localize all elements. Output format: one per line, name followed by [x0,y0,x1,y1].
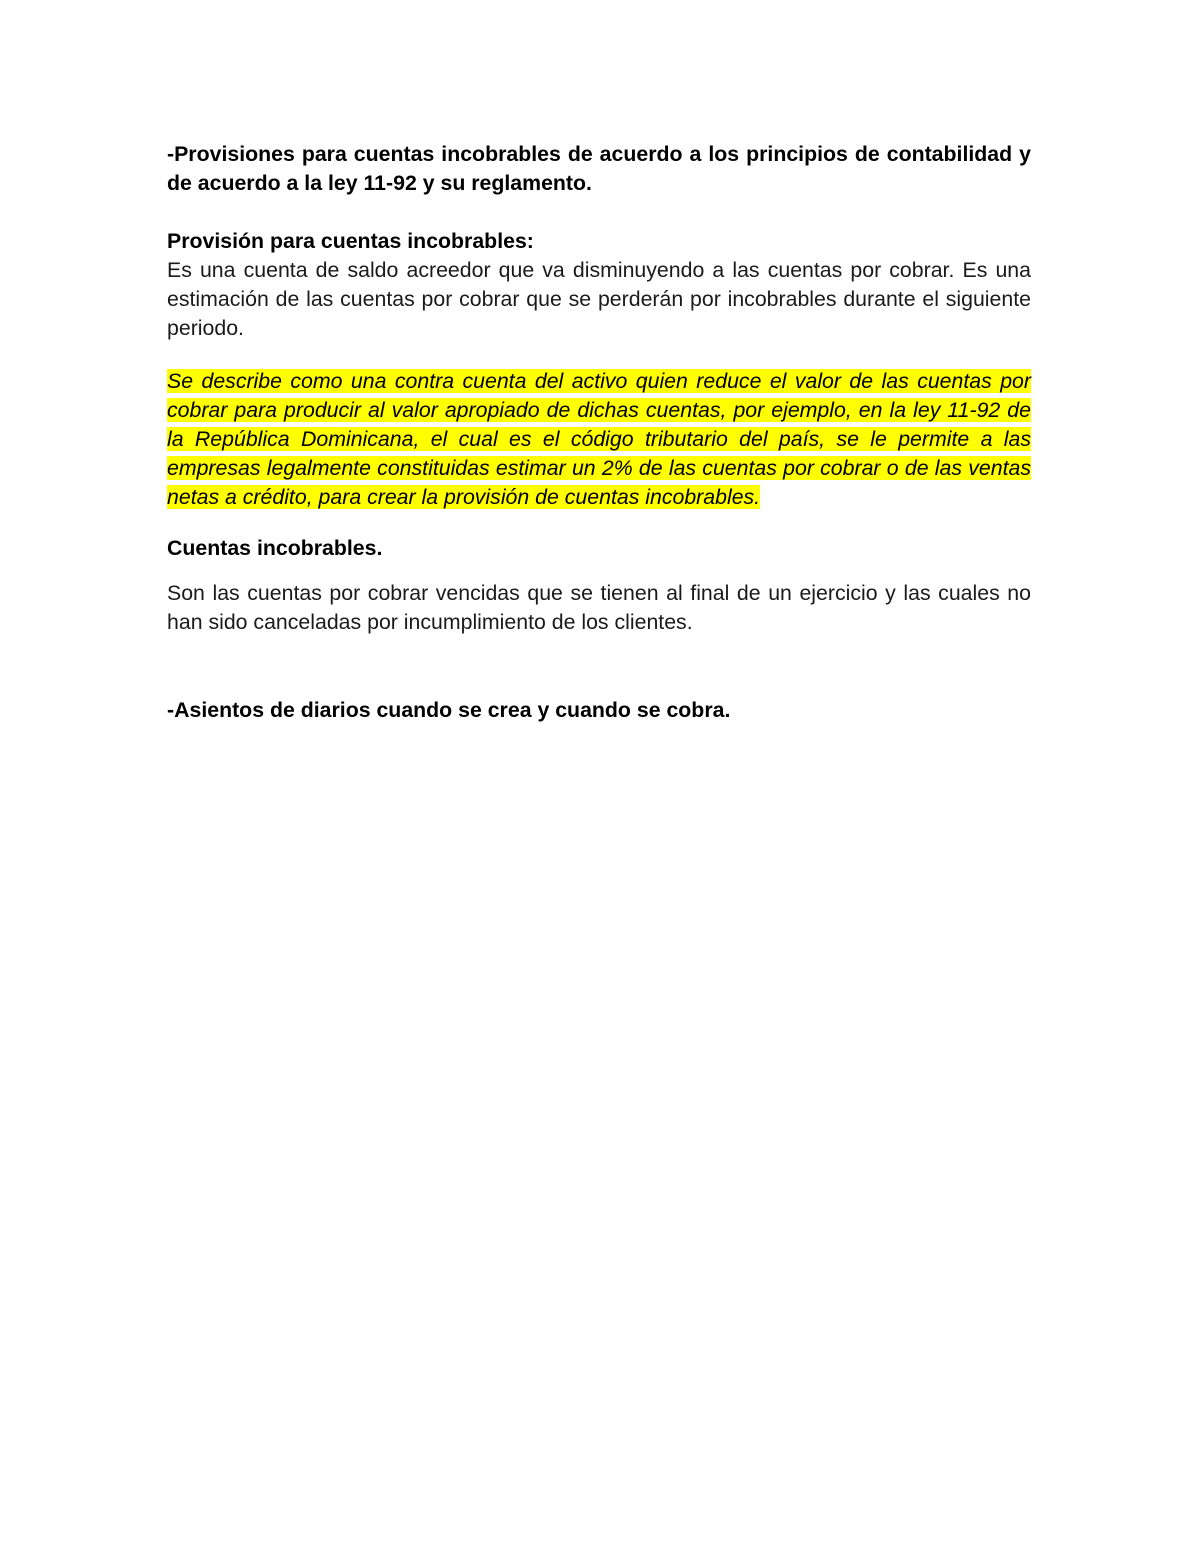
asientos-heading: -Asientos de diarios cuando se crea y cuando se cobra. [167,698,731,722]
provision-definition: Es una cuenta de saldo acreedor que va disminuyendo a las cuentas por cobrar. Es una estimación de las cuentas por cobrar que se perderán por incobrables durante el siguiente periodo. [167,258,1031,340]
document-page [167,140,1031,725]
intro-heading: -Provisiones para cuentas incobrables de acuerdo a los principios de contabilidad y de acuerdo a la ley 11-92 y su reglamento. [167,142,1031,195]
provision-heading: Provisión para cuentas incobrables: [167,229,534,253]
cuentas-definition: Son las cuentas por cobrar vencidas que se tienen al final de un ejercicio y las cuales no han sido canceladas por incumplimiento de los clientes. [167,581,1031,634]
highlighted-paragraph: Se describe como una contra cuenta del activo quien reduce el valor de las cuentas por cobrar para producir al valor apropiado de dichas cuentas, por ejemplo, en la ley 11-92 de la República Dominicana, el cual es el código tributario del país, se le permite a las empresas legalmente constituidas estimar un 2% de las cuentas por cobrar o de las ventas netas a crédito, para crear la provisión de cuentas incobrables. [167,369,1031,509]
highlighted-paragraph-container [167,367,1031,512]
cuentas-heading: Cuentas incobrables. [167,536,383,560]
